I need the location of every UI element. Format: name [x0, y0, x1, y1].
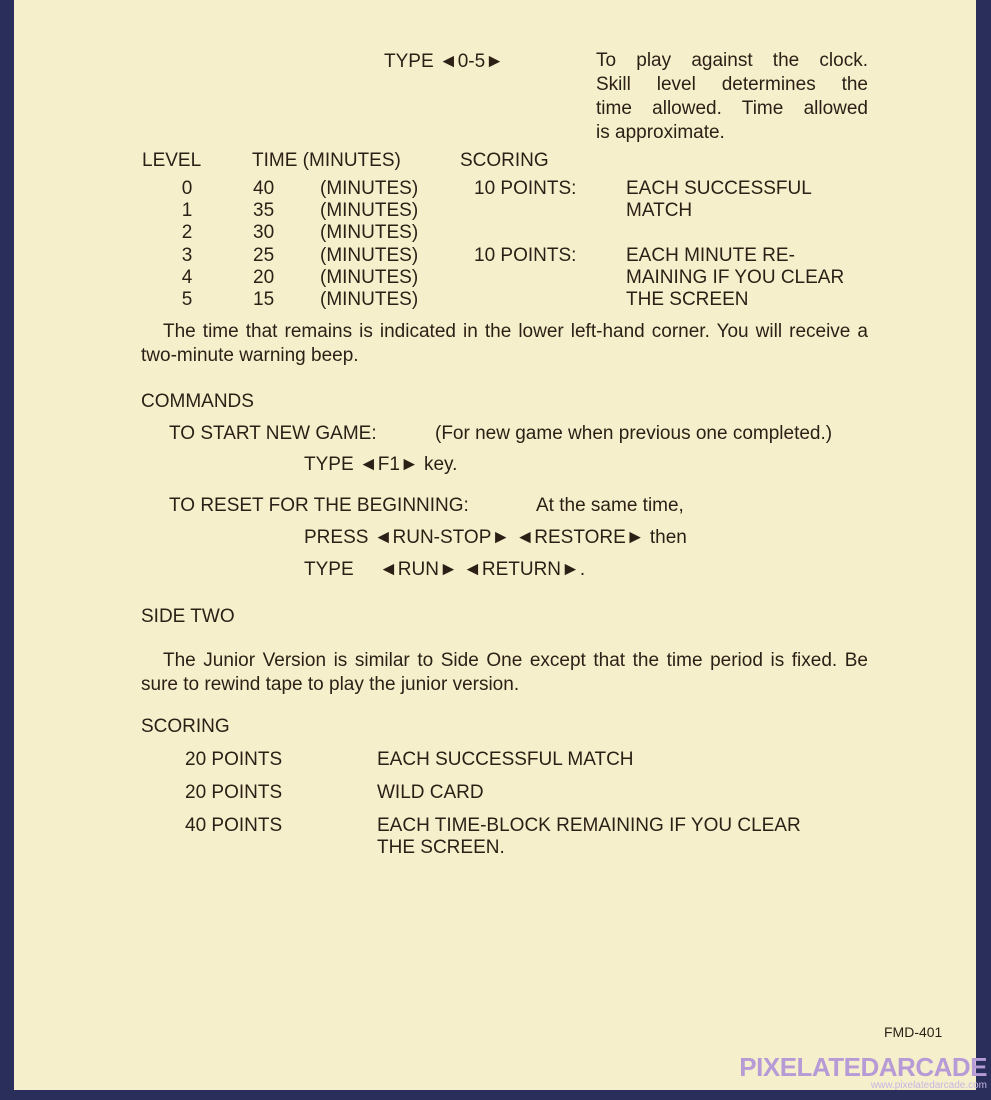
scoring-points: 20 POINTS — [185, 749, 283, 770]
time-value: 25 — [253, 245, 275, 266]
watermark — [739, 1054, 987, 1092]
reset-note: At the same time, — [536, 495, 684, 516]
time-unit: (MINUTES) — [320, 178, 419, 199]
time-unit: (MINUTES) — [320, 200, 419, 221]
commands-heading: COMMANDS — [141, 391, 254, 412]
type-level-command: TYPE ◄0-5► — [384, 51, 504, 72]
scoring-heading: SCORING — [141, 716, 230, 737]
time-value: 20 — [253, 267, 275, 288]
clock-description — [596, 49, 868, 145]
scoring-points: 10 POINTS: — [474, 178, 577, 199]
level-value: 4 — [181, 267, 193, 288]
watermark-name: PIXELATEDARCADE — [739, 1052, 987, 1082]
time-value: 40 — [253, 178, 275, 199]
time-value: 15 — [253, 289, 275, 310]
clock-line: time allowed. Time allowed — [596, 98, 868, 119]
scoring-points: 40 POINTS — [185, 815, 283, 836]
new-game-note: (For new game when previous one completed.) — [435, 423, 833, 444]
reset-type-word: TYPE — [304, 559, 354, 580]
time-unit: (MINUTES) — [320, 245, 419, 266]
clock-line: is approximate. — [596, 122, 725, 143]
scoring-desc: EACH TIME-BLOCK REMAINING IF YOU CLEAR — [377, 815, 801, 836]
time-unit: (MINUTES) — [320, 267, 419, 288]
side-two-text: The Junior Version is similar to Side One except that the time period is fixed. Be sure to rewind tape to play the junior version. — [141, 650, 868, 695]
header-scoring: SCORING — [460, 150, 549, 171]
header-level: LEVEL — [142, 150, 202, 171]
reset-label: TO RESET FOR THE BEGINNING: — [169, 495, 469, 516]
level-value: 0 — [181, 178, 193, 199]
watermark-url: www.pixelatedarcade.com — [870, 1080, 987, 1091]
reset-press-command: PRESS ◄RUN-STOP► ◄RESTORE► then — [304, 527, 687, 548]
scoring-desc: MAINING IF YOU CLEAR — [626, 267, 845, 288]
header-time: TIME (MINUTES) — [252, 150, 401, 171]
time-note: The time that remains is indicated in the lower left-hand corner. You will receive a two-minute warning beep. — [141, 321, 868, 366]
time-value: 35 — [253, 200, 275, 221]
scoring-desc: EACH MINUTE RE- — [626, 245, 795, 266]
level-value: 2 — [181, 222, 193, 243]
scoring-desc: THE SCREEN — [626, 289, 749, 310]
new-game-label: TO START NEW GAME: — [169, 423, 377, 444]
clock-line: Skill level determines the — [596, 74, 868, 95]
level-value: 3 — [181, 245, 193, 266]
time-value: 30 — [253, 222, 275, 243]
scoring-desc: MATCH — [626, 200, 693, 221]
scoring-desc: WILD CARD — [377, 782, 484, 803]
scoring-desc: EACH SUCCESSFUL — [626, 178, 812, 199]
manual-page — [14, 0, 976, 1090]
clock-line: To play against the clock. — [596, 50, 868, 71]
level-value: 5 — [181, 289, 193, 310]
scoring-desc: EACH SUCCESSFUL MATCH — [377, 749, 634, 770]
scoring-points: 10 POINTS: — [474, 245, 577, 266]
scoring-points: 20 POINTS — [185, 782, 283, 803]
side-two-heading: SIDE TWO — [141, 606, 235, 627]
time-unit: (MINUTES) — [320, 289, 419, 310]
product-code: FMD-401 — [884, 1024, 943, 1040]
new-game-command: TYPE ◄F1► key. — [304, 454, 458, 475]
scoring-desc: THE SCREEN. — [377, 837, 505, 858]
level-value: 1 — [181, 200, 193, 221]
time-unit: (MINUTES) — [320, 222, 419, 243]
reset-type-keys: ◄RUN► ◄RETURN►. — [379, 559, 586, 580]
